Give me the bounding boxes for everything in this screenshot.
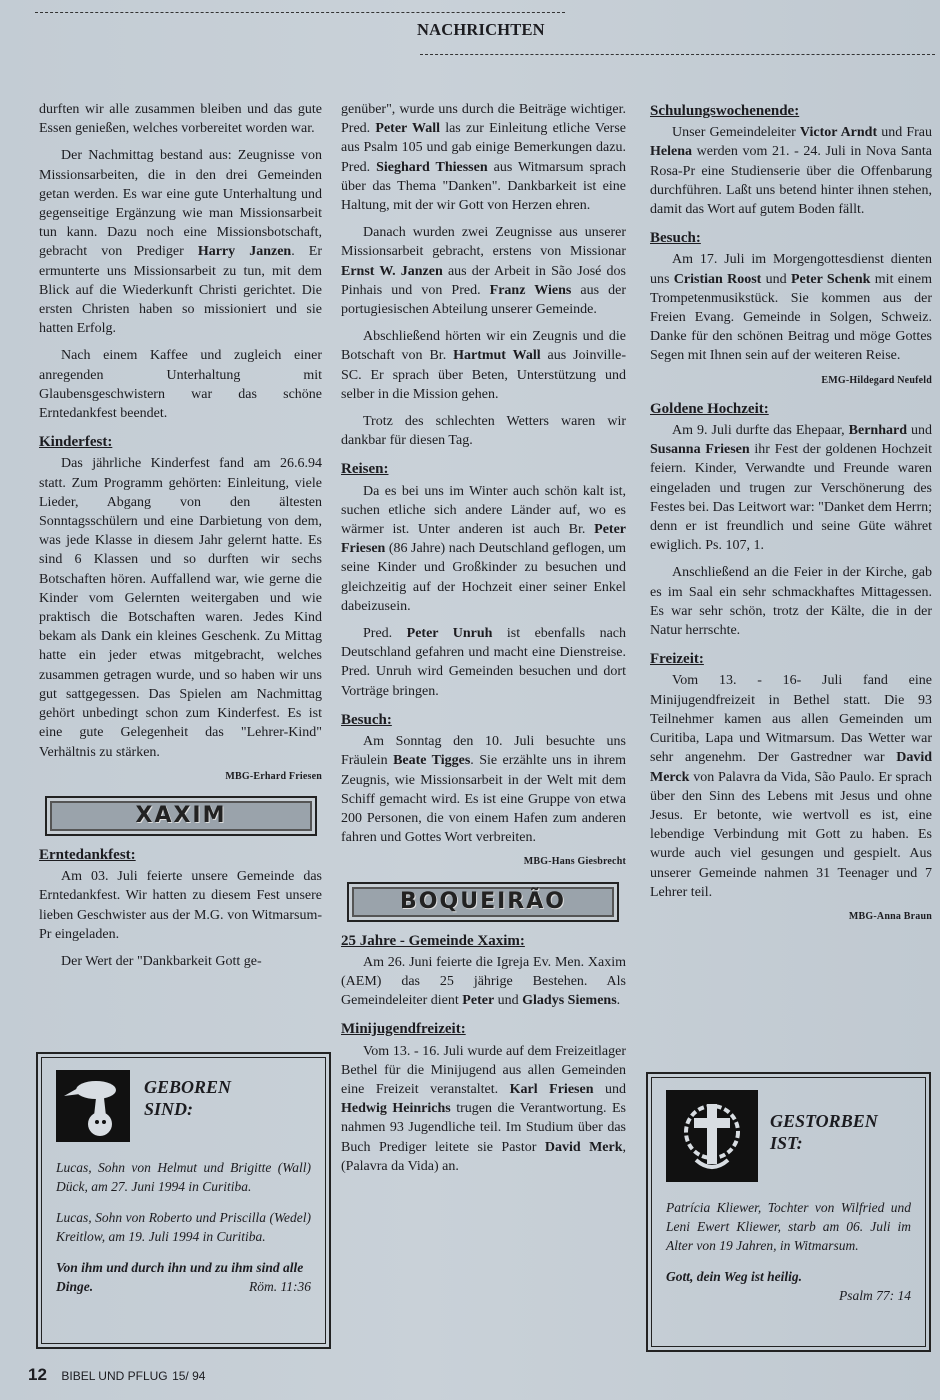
besuch-signature: MBG-Hans Giesbrecht (523, 856, 626, 868)
kinderfest-text: Das jährliche Kinderfest fand am 26.6.94 statt. Zum Programm gehörten: Einleitung, viele Lieder, Abgang von den ältesten Sonntagsschülern und eine Darbietung von dem, was jede Klasse in diesem Jahr gelernt hatte. Es sind 6 Klassen und so durften wir sechs Botschaften hören. Auffallend war, wie gerne die Kinder vom Gelernten weitergaben und wie praktisch die Botschaften waren. Jedes Kind bekam als Dank ein kleines Geschenk. Zu Mittag hatte ein jeder etwas mitgebracht, welches zusammen getragen wurde, und so haben wir uns gut sattgegessen. Das Spielen am Nachmittag gehört unbedingt schon zum Kinderfest. Es ist eine gute Gelegenheit das "Lehrer-Kind" Verhältnis zu stärken. (39, 456, 322, 760)
section-title: NACHRICHTEN (417, 20, 545, 39)
schulung-heading: Schulungswochenende: (650, 103, 800, 119)
birth-entry: Lucas, Sohn von Roberto und Priscilla (Wedel) Kreitlow, am 19. Juli 1994 in Curitiba. (56, 1210, 311, 1244)
col2-paragraph: Danach wurden zwei Zeugnisse aus unserer Missionsarbeit gebracht, erstens von Missionar Ernst W. Janzen aus der Arbeit in São José dos Pinhais und von Pred. Franz Wiens aus der portugiesischen Abteilung unserer Gemeinde. (341, 225, 626, 318)
erntedank-text: Der Wert der "Dankbarkeit Gott ge- (61, 953, 262, 969)
stork-with-baby-icon (56, 1070, 130, 1142)
births-title-1: GEBOREN (144, 1077, 232, 1097)
freizeit-text: Vom 13. - 16- Juli fand eine Minijugendfreizeit in Bethel statt. Die 93 Teilnehmer kamen aus allen Gemeinden um Curitiba, Lapa und Witmarsum. Das Wetter war sehr angenehm. Der Gastredner war David Merck von Palavra da Vida, São Paulo. Er sprach über den Sinn des Lebens mit Jesus und ohne Jesus. Er betonte, wie wertvoll es ist, eine lebendige Verbindung mit Gott zu haben. Es wurde auch viel gesungen und gespielt. Aus unserer Gemeinde nahmen 31 Teenager und 7 Lehrer teil. (650, 673, 932, 900)
besuch3-text: Am 17. Juli im Morgengottesdienst dienten uns Cristian Roost und Peter Schenk mit einem Trompetenmusikstück. Sie kommen aus der Freien Evang. Gemeinde in Solgen, Schweiz. Danke für den schönen Beitrag und möge Gottes Segen mit Ihnen sein auf der weiteren Reise. (650, 252, 932, 364)
minijugend-heading: Minijugendfreizeit: (341, 1021, 466, 1038)
besuch3-heading: Besuch: (650, 230, 701, 247)
reisen-text: Da es bei uns im Winter auch schön kalt ist, suchen etliche sich andere Länder auf, wo es wärmer ist. Unter anderen ist auch Br. Peter Friesen (86 Jahre) nach Deutschland geflogen, um seine Kinder und Großkinder zu besuchen und gleichzeitig auf der Hochzeit einer seiner Enkel dabeizusein. (341, 483, 626, 614)
col1-paragraph: Der Nachmittag bestand aus: Zeugnisse von Missionsarbeiten, die in den drei Gemeinden getan werden. Es war eine gute Unterhaltung und gegenseitige Ergänzung wie man Missionsarbeit tun kann. Dazu noch eine Missionsbotschaft, gebracht von Prediger Harry Janzen. Er ermunterte uns Missionsarbeit zu tun, mit dem Blick auf die Wiederkunft Christi gerichtet. Die ersten Christen haben so missioniert und sie hatten Erfolg. (39, 148, 322, 337)
issue-number: 15/ 94 (172, 1369, 206, 1383)
births-title-2: SIND: (144, 1099, 194, 1119)
column-2 (341, 100, 626, 1184)
jahre-text: Am 26. Juni feierte die Igreja Ev. Men. Xaxim (AEM) das 25 jährige Bestehen. Als Gemeindeleiter dient Peter und Gladys Siemens. (341, 954, 626, 1009)
births-ref: Röm. 11:36 (249, 1279, 311, 1294)
minijugend-text: Vom 13. - 16. Juli wurde auf dem Freizeitlager Bethel für die Minijugend aus allen Gemeinden eine Freizeit veranstaltet. Karl Friesen und Hedwig Heinrichs trugen die Verantwortung. Es nahmen 93 Jugendliche teil. Im Studium über das Buch Prediger leitete sie Pastor David Merk, (Palavra da Vida) an. (341, 1043, 626, 1174)
deaths-title-1: GESTORBEN (770, 1111, 878, 1131)
deaths-quote: Gott, dein Weg ist heilig. (666, 1269, 803, 1284)
births-box (36, 1052, 331, 1349)
besuch3-signature: EMG-Hildegard Neufeld (821, 374, 932, 386)
reisen-text: Pred. Peter Unruh ist ebenfalls nach Deutschland gefahren und macht eine Dienstreise. Pred. Unruh wird Gemeinden besuchen und dort Vorträge bringen. (341, 626, 626, 699)
hochzeit-heading: Goldene Hochzeit: (650, 400, 769, 417)
page-footer (28, 1365, 205, 1385)
deaths-box (646, 1072, 931, 1352)
col1-paragraph: durften wir alle zusammen bleiben und das gute Essen genießen, welches vorbereitet worden war. (39, 102, 322, 137)
deaths-ref: Psalm 77: 14 (839, 1288, 911, 1303)
death-entry: Patrícia Kliewer, Tochter von Wilfried und Leni Ewert Kliewer, starb am 06. Juli im Alter von 19 Jahren, in Witmarsum. (666, 1200, 911, 1253)
besuch-heading: Besuch: (341, 711, 392, 728)
page-number: 12 (28, 1365, 47, 1384)
kinderfest-signature: MBG-Erhard Friesen (225, 770, 322, 782)
hochzeit-text: Anschließend an die Feier in der Kirche, gab es im Saal ein sehr schmackhaftes Mittagessen. Es war sehr schön, trotz der Kälte, die in der Natur herrschte. (650, 565, 932, 639)
col2-paragraph: genüber", wurde uns durch die Beiträge wichtiger. Pred. Peter Wall las zur Einleitung etliche Verse aus Psalm 105 und gab einige Bemerkungen dazu. Pred. Sieghard Thiessen aus Witmarsum sprach über das Thema "Danken". Dankbarkeit ist eine Haltung, mit der wir Gott von Herzen ehren. (341, 102, 627, 214)
schulung-text: Unser Gemeindeleiter Victor Arndt und Frau Helena werden vom 21. - 24. Juli in Nova Santa Rosa-Pr eine Studienserie über die Offenbarung durchführen. Laßt uns betend hinter ihnen stehen, damit das Wort auf gutem Boden fällt. (650, 125, 932, 218)
header-rule-top (35, 12, 565, 13)
hochzeit-text: Am 9. Juli durfte das Ehepaar, Bernhard und Susanna Friesen ihr Fest der goldenen Hochzeit feiern. Kinder, Verwandte und Freunde waren eingeladen und trugen zur Verschönerung des Festes bei. Das Leitwort war: "Danket dem Herrn; denn er ist freundlich und seine Güte währet ewiglich. Ps. 107, 1. (650, 423, 932, 554)
col2-paragraph: Abschließend hörten wir ein Zeugnis und die Botschaft von Br. Hartmut Wall aus Joinville-SC. Er sprach über Beten, Unterstützung und selber in die Mission gehen. (341, 329, 626, 402)
col2-paragraph: Trotz des schlechten Wetters waren wir dankbar für diesen Tag. (341, 414, 626, 449)
freizeit-heading: Freizeit: (650, 651, 704, 668)
erntedank-heading: Erntedankfest: (39, 846, 136, 863)
boqueirao-banner: BOQUEIRÃO (347, 882, 619, 922)
cross-with-wreath-icon (666, 1090, 758, 1182)
header-rule-bottom (420, 54, 935, 55)
besuch-text: Am Sonntag den 10. Juli besuchte uns Fräulein Beate Tigges. Sie erzählte uns in ihrem Zeugnis, wie Missionsarbeit in der Welt mit dem Schiff gemacht wird. Es ist eine Gruppe von etwa 200 Personen, die von einem Hafen zum anderen fahren und Gottes Wort verbreiten. (341, 734, 626, 846)
erntedank-text: Am 03. Juli feierte unsere Gemeinde das Erntedankfest. Wir hatten zu diesem Fest unsere lieben Geschwister aus der M.G. von Witmarsum-Pr eingeladen. (39, 869, 322, 942)
reisen-heading: Reisen: (341, 461, 389, 478)
column-1 (39, 100, 322, 979)
col1-paragraph: Nach einem Kaffee und zugleich einer anregenden Unterhaltung mit Glaubensgeschwistern war das schöne Erntedankfest beendet. (39, 348, 322, 422)
births-quote: Von ihm und durch ihn und zu ihm sind alle Dinge. Röm. 11:36 (56, 1260, 311, 1294)
xaxim-banner: XAXIM (45, 796, 317, 836)
deaths-title-2: IST: (770, 1133, 803, 1153)
jahre-heading: 25 Jahre - Gemeinde Xaxim: (341, 932, 525, 949)
birth-entry: Lucas, Sohn von Helmut und Brigitte (Wall) Dück, am 27. Juni 1994 in Curitiba. (56, 1160, 311, 1194)
freizeit-signature: MBG-Anna Braun (848, 910, 932, 922)
column-3 (650, 100, 932, 936)
kinderfest-heading: Kinderfest: (39, 434, 113, 451)
publication-name: BIBEL UND PFLUG (61, 1369, 168, 1383)
